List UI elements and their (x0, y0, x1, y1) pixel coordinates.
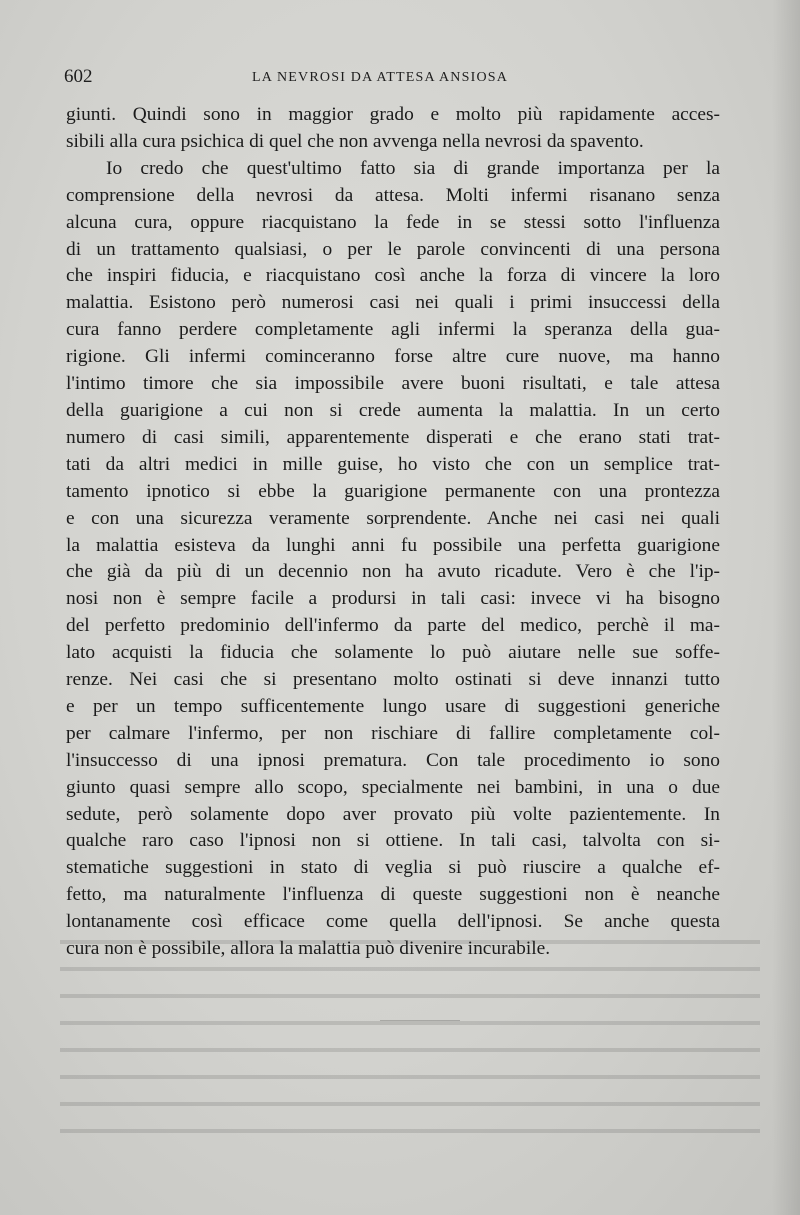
text-line: per calmare l'infermo, per non rischiare di fallire completamente col- (66, 722, 720, 744)
text-line: che inspiri fiducia, e riacquistano così anche la forza di vincere la loro (66, 265, 720, 287)
text-line: l'insuccesso di una ipnosi prematura. Con tale procedimento io sono (66, 749, 720, 771)
text-line: sibili alla cura psichica di quel che non avvenga nella nevrosi da spavento. (66, 130, 644, 152)
show-through-rule (380, 1020, 460, 1021)
body-text (66, 102, 720, 963)
text-line: numero di casi simili, apparentemente disperati e che erano stati trat- (66, 426, 720, 448)
text-line: e con una sicurezza veramente sorprendente. Anche nei casi nei quali (66, 507, 720, 529)
show-through-text (60, 930, 760, 1140)
text-line: renze. Nei casi che si presentano molto ostinati si deve innanzi tutto (66, 669, 720, 691)
running-title: LA NEVROSI DA ATTESA ANSIOSA (252, 70, 509, 85)
text-line: giunto quasi sempre allo scopo, specialmente nei bambini, in una o due (66, 776, 720, 798)
text-line: di un trattamento qualsiasi, o per le parole convincenti di una persona (66, 238, 720, 260)
paragraph (66, 102, 720, 156)
text-line: che già da più di un decennio non ha avuto ricadute. Vero è che l'ip- (66, 561, 720, 583)
running-header (64, 66, 724, 92)
text-line: comprensione della nevrosi da attesa. Molti infermi risanano senza (66, 184, 720, 206)
text-line: stematiche suggestioni in stato di veglia si può riuscire a qualche ef- (66, 857, 720, 879)
text-line: malattia. Esistono però numerosi casi nei quali i primi insuccessi della (66, 292, 720, 314)
text-line: lontanamente così efficace come quella dell'ipnosi. Se anche questa (66, 911, 720, 933)
text-line: cura non è possibile, allora la malattia può divenire incurabile. (66, 938, 551, 960)
page-edge-shadow (772, 0, 800, 1215)
text-line: del perfetto predominio dell'infermo da parte del medico, perchè il ma- (66, 615, 720, 637)
text-line: della guarigione a cui non si crede aumenta la malattia. In un certo (66, 399, 720, 421)
text-line: l'intimo timore che sia impossibile avere buoni risultati, e tale attesa (66, 373, 720, 395)
text-line: sedute, però solamente dopo aver provato più volte pazientemente. In (66, 803, 720, 825)
paragraph (66, 156, 720, 963)
text-line: cura fanno perdere completamente agli infermi la speranza della gua- (66, 319, 720, 341)
text-line: lato acquisti la fiducia che solamente lo può aiutare nelle sue soffe- (66, 642, 720, 664)
text-line: giunti. Quindi sono in maggior grado e molto più rapidamente acces- (66, 104, 720, 125)
text-line: Io credo che quest'ultimo fatto sia di grande importanza per la (106, 157, 720, 179)
text-line: e per un tempo sufficentemente lungo usare di suggestioni generiche (66, 695, 720, 717)
text-line: la malattia esisteva da lunghi anni fu possibile una perfetta guarigione (66, 534, 720, 556)
text-line: nosi non è sempre facile a prodursi in tali casi: invece vi ha bisogno (66, 588, 720, 610)
text-line: qualche raro caso l'ipnosi non si ottiene. In tali casi, talvolta con si- (66, 830, 720, 852)
text-line: tamento ipnotico si ebbe la guarigione permanente con una prontezza (66, 480, 720, 502)
text-line: fetto, ma naturalmente l'influenza di queste suggestioni non è neanche (66, 884, 720, 906)
text-line: alcuna cura, oppure riacquistano la fede in se stessi sotto l'influenza (66, 211, 720, 233)
text-line: tati da altri medici in mille guise, ho visto che con un semplice trat- (66, 453, 720, 475)
text-line: rigione. Gli infermi cominceranno forse altre cure nuove, ma hanno (66, 346, 720, 368)
page-number: 602 (64, 66, 93, 87)
